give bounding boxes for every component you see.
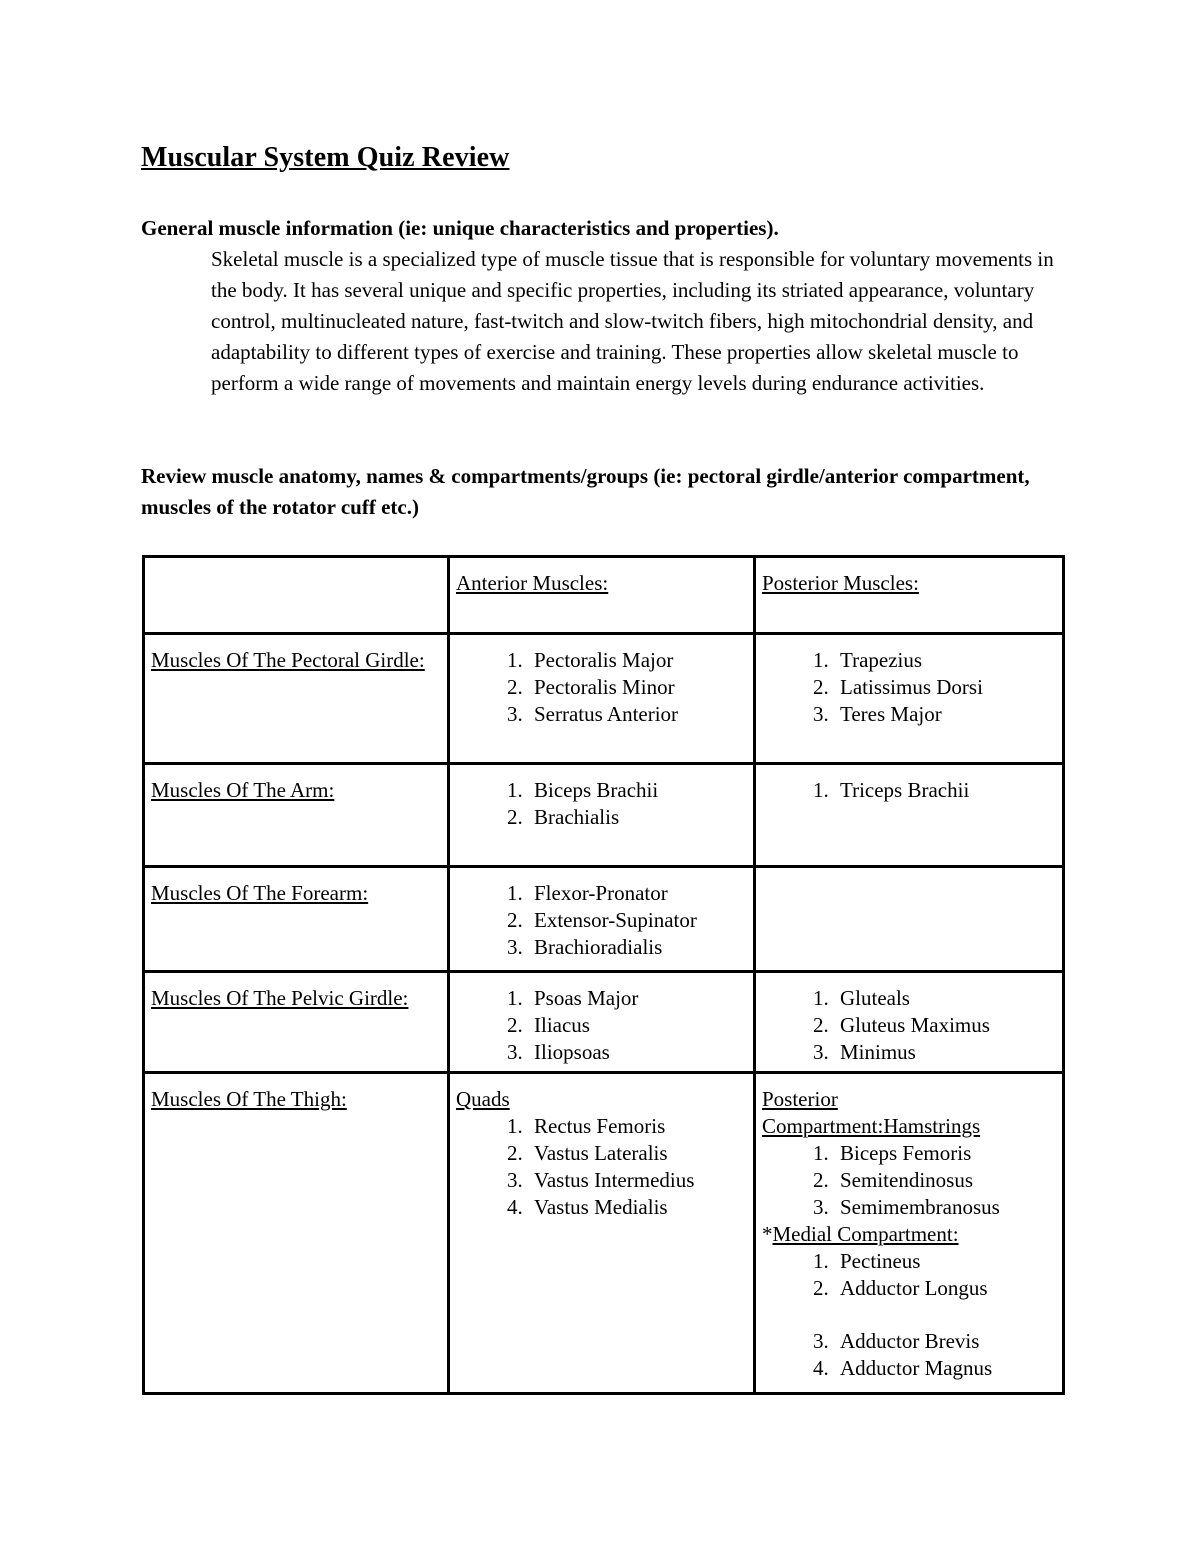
row-label: Muscles Of The Arm: xyxy=(151,778,335,802)
list-gap xyxy=(762,1302,1056,1328)
row-label: Muscles Of The Pelvic Girdle: xyxy=(151,986,409,1010)
list-item: 3. Iliopsoas xyxy=(528,1039,747,1066)
table-row xyxy=(144,764,1064,867)
anterior-list xyxy=(456,985,747,1066)
anterior-cell xyxy=(449,867,755,972)
list-item: 2. Gluteus Maximus xyxy=(834,1012,1056,1039)
muscle-table xyxy=(142,555,1065,1395)
anterior-cell xyxy=(449,972,755,1073)
header-anterior-label: Anterior Muscles: xyxy=(456,571,609,595)
list-item: 3. Vastus Intermedius xyxy=(528,1167,747,1194)
table-row xyxy=(144,1073,1064,1394)
list-item: 2. Iliacus xyxy=(528,1012,747,1039)
list-item: 1. Pectoralis Major xyxy=(528,647,747,674)
list-item: 1. Triceps Brachii xyxy=(834,777,1056,804)
list-item: 2. Brachialis xyxy=(528,804,747,831)
table-corner-cell xyxy=(144,557,449,634)
row-label-cell xyxy=(144,764,449,867)
anterior-list xyxy=(456,880,747,961)
list-item: 2. Semitendinosus xyxy=(834,1167,1056,1194)
general-info-paragraph: Skeletal muscle is a specialized type of muscle tissue that is responsible for voluntary movements in the body. It has several unique and specific properties, including its striated appearance, voluntary control, multinucleated nature, fast-twitch and slow-twitch fibers, high mitochondrial density, and adaptability to different types of exercise and training. These properties allow skeletal muscle to perform a wide range of movements and maintain energy levels during endurance activities. xyxy=(211,247,1054,395)
anterior-cell xyxy=(449,634,755,764)
list-item: 3. Minimus xyxy=(834,1039,1056,1066)
posterior-cell xyxy=(755,972,1064,1073)
list-item: 1. Gluteals xyxy=(834,985,1056,1012)
list-item: 1. Biceps Brachii xyxy=(528,777,747,804)
section-heading-anatomy: Review muscle anatomy, names & compartments/groups (ie: pectoral girdle/anterior compartment, muscles of the rotator cuff etc.) xyxy=(141,464,1030,519)
header-cell-posterior xyxy=(755,557,1064,634)
list-item: 4. Adductor Magnus xyxy=(834,1355,1056,1382)
anterior-list xyxy=(456,647,747,728)
posterior-list xyxy=(762,647,1056,728)
list-item: 3. Semimembranosus xyxy=(834,1194,1056,1221)
table-row xyxy=(144,972,1064,1073)
list-item: 1. Psoas Major xyxy=(528,985,747,1012)
anterior-cell xyxy=(449,1073,755,1394)
posterior-list xyxy=(762,1140,1056,1221)
list-item: 1. Rectus Femoris xyxy=(528,1113,747,1140)
list-item: 2. Vastus Lateralis xyxy=(528,1140,747,1167)
list-item: 1. Biceps Femoris xyxy=(834,1140,1056,1167)
posterior-list xyxy=(762,777,1056,804)
list-item: 2. Extensor-Supinator xyxy=(528,907,747,934)
list-item: 1. Flexor-Pronator xyxy=(528,880,747,907)
anterior-cell xyxy=(449,764,755,867)
posterior-cell xyxy=(755,1073,1064,1394)
list-item: 2. Pectoralis Minor xyxy=(528,674,747,701)
quads-heading: Quads xyxy=(456,1087,510,1111)
list-item: 1. Trapezius xyxy=(834,647,1056,674)
medial-heading: Medial Compartment: xyxy=(772,1222,959,1246)
list-item: 4. Vastus Medialis xyxy=(528,1194,747,1221)
row-label: Muscles Of The Pectoral Girdle: xyxy=(151,648,425,672)
section-heading-general: General muscle information (ie: unique characteristics and properties). xyxy=(141,216,779,240)
medial-list-continued xyxy=(762,1328,1056,1382)
anterior-list xyxy=(456,1113,747,1221)
list-item: 3. Serratus Anterior xyxy=(528,701,747,728)
list-item: 3. Teres Major xyxy=(834,701,1056,728)
table-row xyxy=(144,867,1064,972)
list-item: 2. Latissimus Dorsi xyxy=(834,674,1056,701)
row-label: Muscles Of The Forearm: xyxy=(151,881,369,905)
row-label-cell xyxy=(144,972,449,1073)
row-label: Muscles Of The Thigh: xyxy=(151,1087,347,1111)
list-item: 1. Pectineus xyxy=(834,1248,1056,1275)
page-title: Muscular System Quiz Review xyxy=(141,142,510,173)
header-cell-anterior xyxy=(449,557,755,634)
row-label-cell xyxy=(144,867,449,972)
anterior-list xyxy=(456,777,747,831)
header-posterior-label: Posterior Muscles: xyxy=(762,571,919,595)
posterior-cell xyxy=(755,634,1064,764)
posterior-cell xyxy=(755,764,1064,867)
table-header-row xyxy=(144,557,1064,634)
list-item: 3. Adductor Brevis xyxy=(834,1328,1056,1355)
row-label-cell xyxy=(144,634,449,764)
hamstrings-heading: Posterior Compartment:Hamstrings xyxy=(762,1087,981,1138)
list-item: 3. Brachioradialis xyxy=(528,934,747,961)
medial-list xyxy=(762,1248,1056,1302)
row-label-cell xyxy=(144,1073,449,1394)
posterior-list xyxy=(762,985,1056,1066)
list-item: 2. Adductor Longus xyxy=(834,1275,1056,1302)
table-row xyxy=(144,634,1064,764)
posterior-cell-empty xyxy=(755,867,1064,972)
medial-asterisk: * xyxy=(762,1222,773,1246)
